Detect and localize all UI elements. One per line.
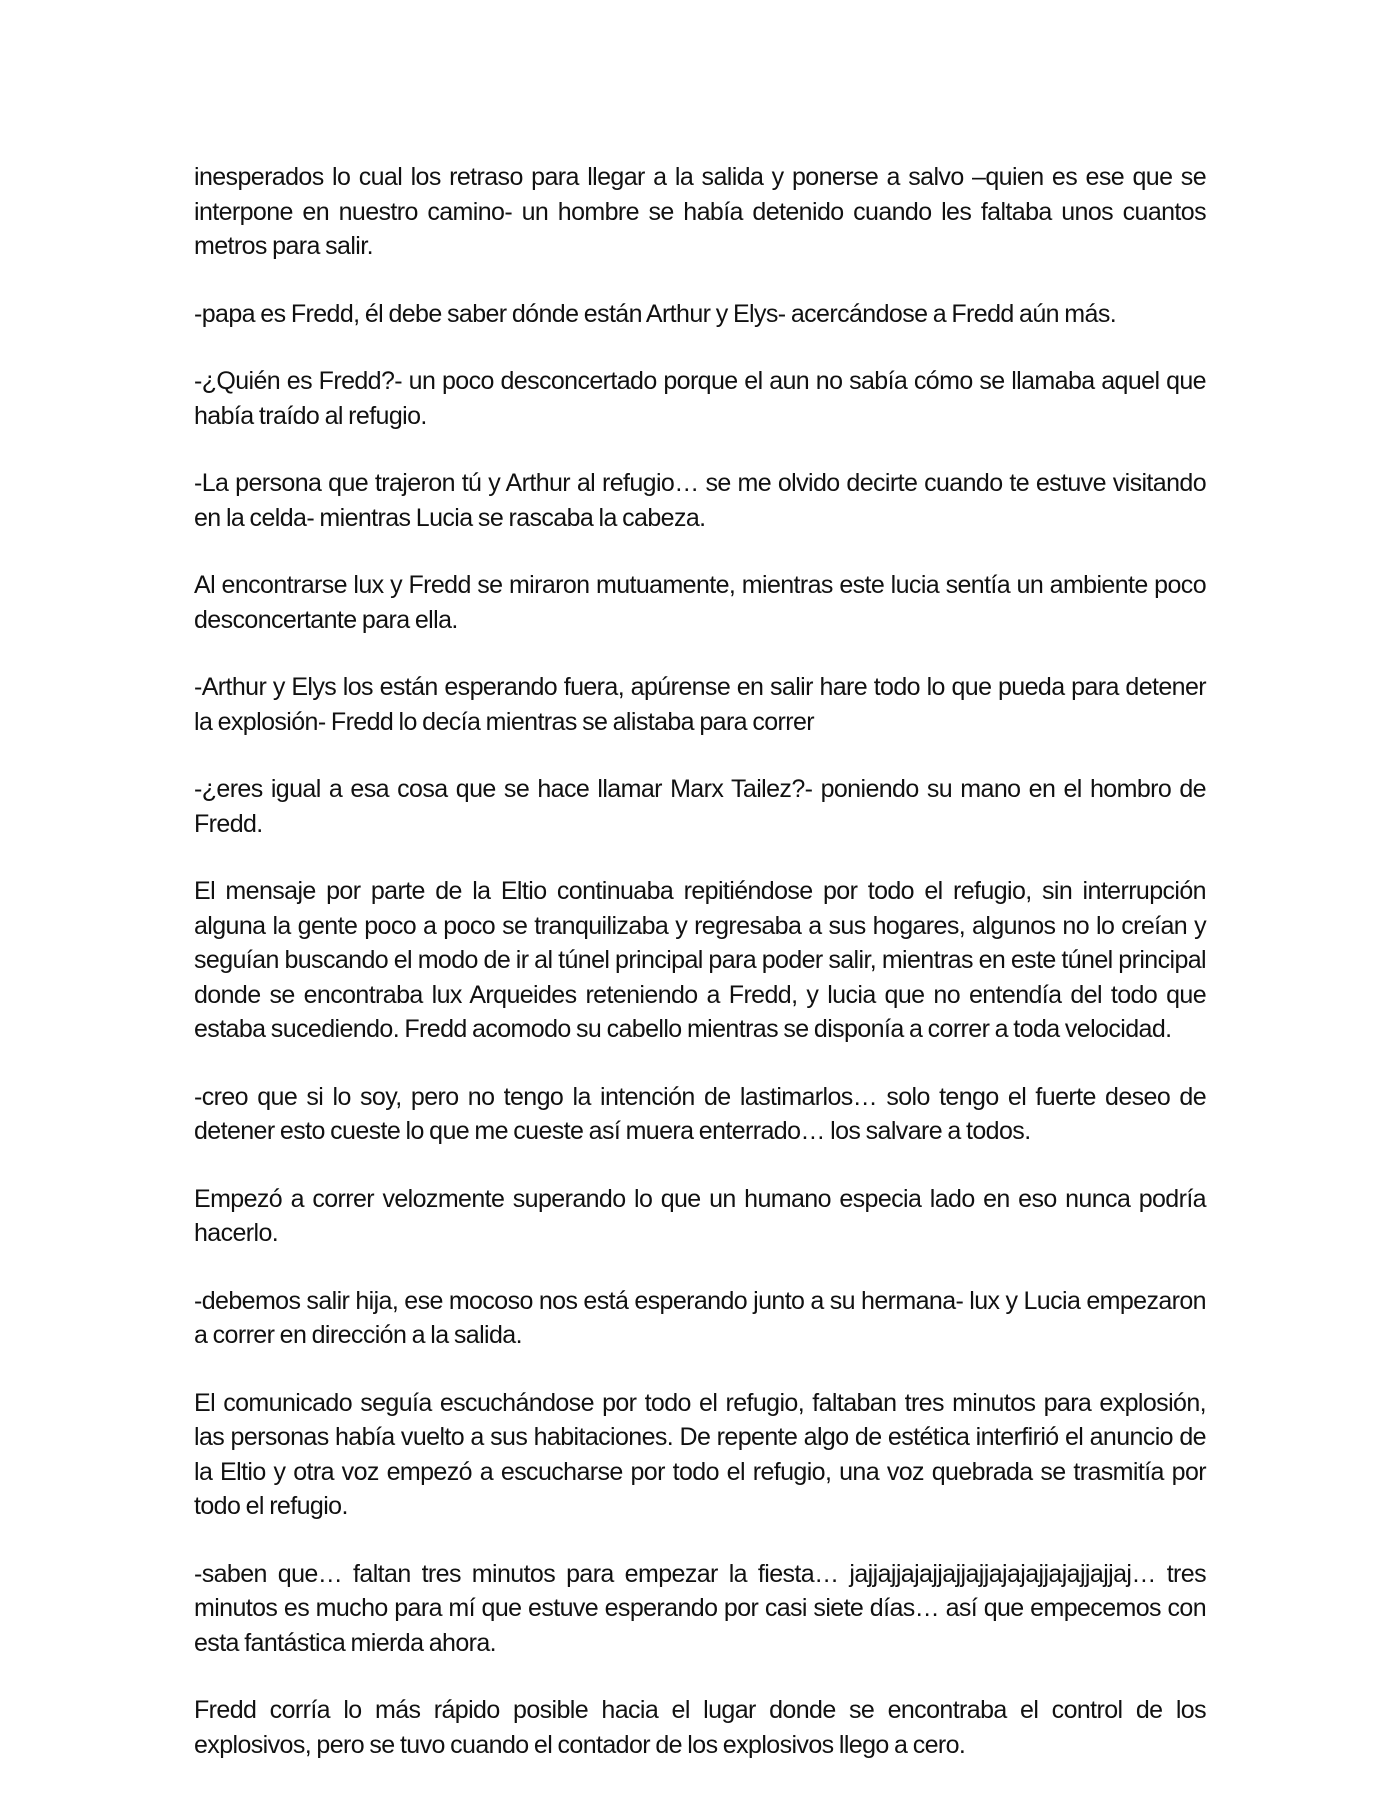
paragraph: Al encontrarse lux y Fredd se miraron mutuamente, mientras este lucia sentía un ambiente poco desconcertante para ella. — [194, 571, 1206, 634]
paragraph: -creo que si lo soy, pero no tengo la intención de lastimarlos… solo tengo el fuerte deseo de detener esto cueste lo que me cueste así muera enterrado… los salvare a todos. — [194, 1082, 1206, 1145]
paragraph: Fredd corría lo más rápido posible hacia el lugar donde se encontraba el control de los explosivos, pero se tuvo cuando el contador de los explosivos llego a cero. — [194, 1696, 1206, 1759]
paragraph: -¿eres igual a esa cosa que se hace llamar Marx Tailez?- poniendo su mano en el hombro de Fredd. — [194, 775, 1206, 838]
paragraph: El comunicado seguía escuchándose por todo el refugio, faltaban tres minutos para explosión, las personas había vuelto a sus habitaciones. De repente algo de estética interfirió el anuncio de la Eltio y otra voz empezó a escucharse por todo el refugio, una voz quebrada se trasmitía por todo el refugio. — [194, 1388, 1206, 1520]
paragraph: -La persona que trajeron tú y Arthur al refugio… se me olvido decirte cuando te estuve visitando en la celda- mientras Lucia se rascaba la cabeza. — [194, 469, 1206, 532]
paragraph: -papa es Fredd, él debe saber dónde están Arthur y Elys- acercándose a Fredd aún más. — [194, 299, 1117, 328]
body-text — [194, 160, 1206, 1795]
paragraph: Empezó a correr velozmente superando lo que un humano especia lado en eso nunca podría hacerlo. — [194, 1184, 1206, 1247]
paragraph: -¿Quién es Fredd?- un poco desconcertado porque el aun no sabía cómo se llamaba aquel que había traído al refugio. — [194, 367, 1206, 430]
paragraph: -debemos salir hija, ese mocoso nos está esperando junto a su hermana- lux y Lucia empezaron a correr en dirección a la salida. — [194, 1286, 1206, 1349]
paragraph: -saben que… faltan tres minutos para empezar la fiesta… jajjajjajajjajjajjajajajjajajjajjaj… tres minutos es mucho para mí que estuve esperando por casi siete días… así que empecemos con esta fantástica mierda ahora. — [194, 1559, 1206, 1657]
paragraph: inesperados lo cual los retraso para llegar a la salida y ponerse a salvo –quien es ese que se interpone en nuestro camino- un hombre se había detenido cuando les faltaba unos cuantos metros para salir. — [194, 163, 1206, 260]
paragraph: -Arthur y Elys los están esperando fuera, apúrense en salir hare todo lo que pueda para detener la explosión- Fredd lo decía mientras se alistaba para correr — [194, 673, 1206, 736]
paragraph: El mensaje por parte de la Eltio continuaba repitiéndose por todo el refugio, sin interrupción alguna la gente poco a poco se tranquilizaba y regresaba a sus hogares, algunos no lo creían y seguían buscando el modo de ir al túnel principal para poder salir, mientras en este túnel principal donde se encontraba lux Arqueides reteniendo a Fredd, y lucia que no entendía del todo que estaba sucediendo. Fredd acomodo su cabello mientras se disponía a correr a toda velocidad. — [194, 877, 1206, 1043]
